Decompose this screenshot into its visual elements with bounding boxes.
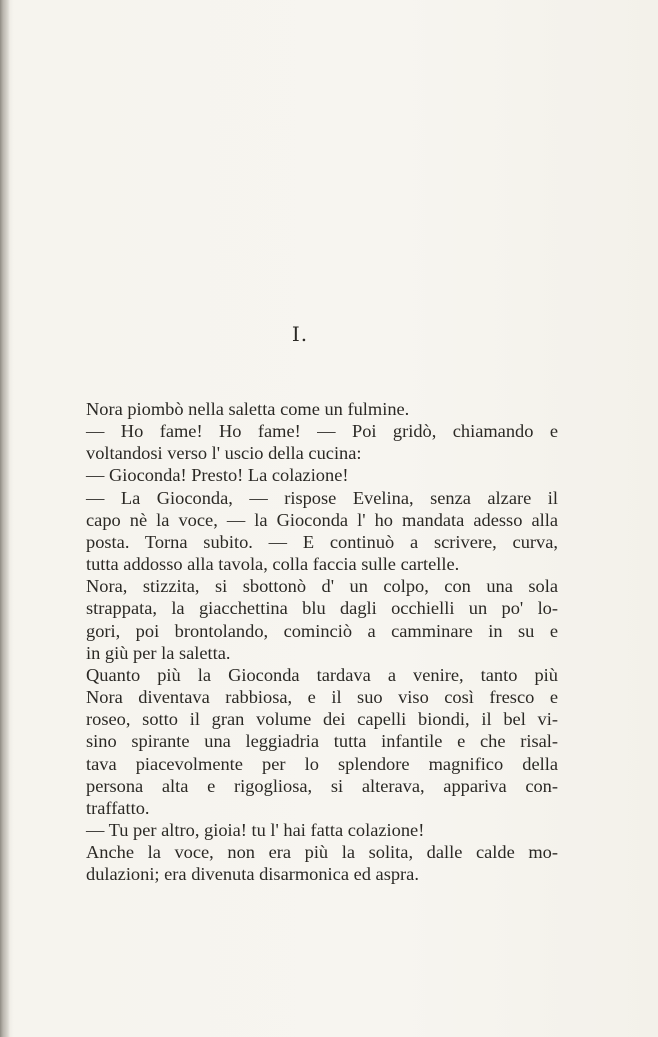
text-line: traffatto.	[86, 797, 150, 818]
text-line: voltandosi verso l' uscio della cucina:	[86, 443, 362, 464]
text-line: Nora, stizzita, si sbottonò d' un colpo, con una sola	[86, 576, 558, 597]
text-line: posta. Torna subito. — E continuò a scrivere, curva,	[86, 531, 558, 552]
text-line: — La Gioconda, — rispose Evelina, senza alzare il	[86, 487, 558, 508]
text-line: — Gioconda! Presto! La colazione!	[86, 465, 349, 486]
text-line: — Tu per altro, gioia! tu l' hai fatta colazione!	[86, 819, 425, 840]
text-line: tava piacevolmente per lo splendore magnifico della	[86, 753, 558, 774]
page-spine-shadow	[0, 0, 10, 1037]
text-line: capo nè la voce, — la Gioconda l' ho mandata adesso alla	[86, 509, 558, 530]
text-line: tutta addosso alla tavola, colla faccia sulle cartelle.	[86, 554, 460, 575]
text-line: Quanto più la Gioconda tardava a venire, tanto più	[86, 664, 558, 685]
text-line: Nora diventava rabbiosa, e il suo viso così fresco e	[86, 687, 558, 708]
text-line: Nora piombò nella saletta come un fulmine.	[86, 399, 410, 419]
text-line: roseo, sotto il gran volume dei capelli biondi, il bel vi-	[86, 709, 558, 730]
text-line: sino spirante una leggiadria tutta infantile e che risal-	[86, 731, 558, 752]
text-line: Anche la voce, non era più la solita, dalle calde mo-	[86, 842, 558, 863]
chapter-number: I.	[291, 322, 309, 346]
text-line: dulazioni; era divenuta disarmonica ed aspra.	[86, 864, 419, 885]
text-line: strappata, la giacchettina blu dagli occhielli un po' lo-	[86, 598, 558, 619]
text-line: in giù per la saletta.	[86, 642, 231, 663]
chapter-body-text	[86, 398, 558, 885]
text-line: gori, poi brontolando, cominciò a camminare in su e	[86, 620, 558, 641]
text-line: persona alta e rigogliosa, si alterava, appariva con-	[86, 775, 558, 796]
text-line: — Ho fame! Ho fame! — Poi gridò, chiamando e	[86, 421, 558, 442]
